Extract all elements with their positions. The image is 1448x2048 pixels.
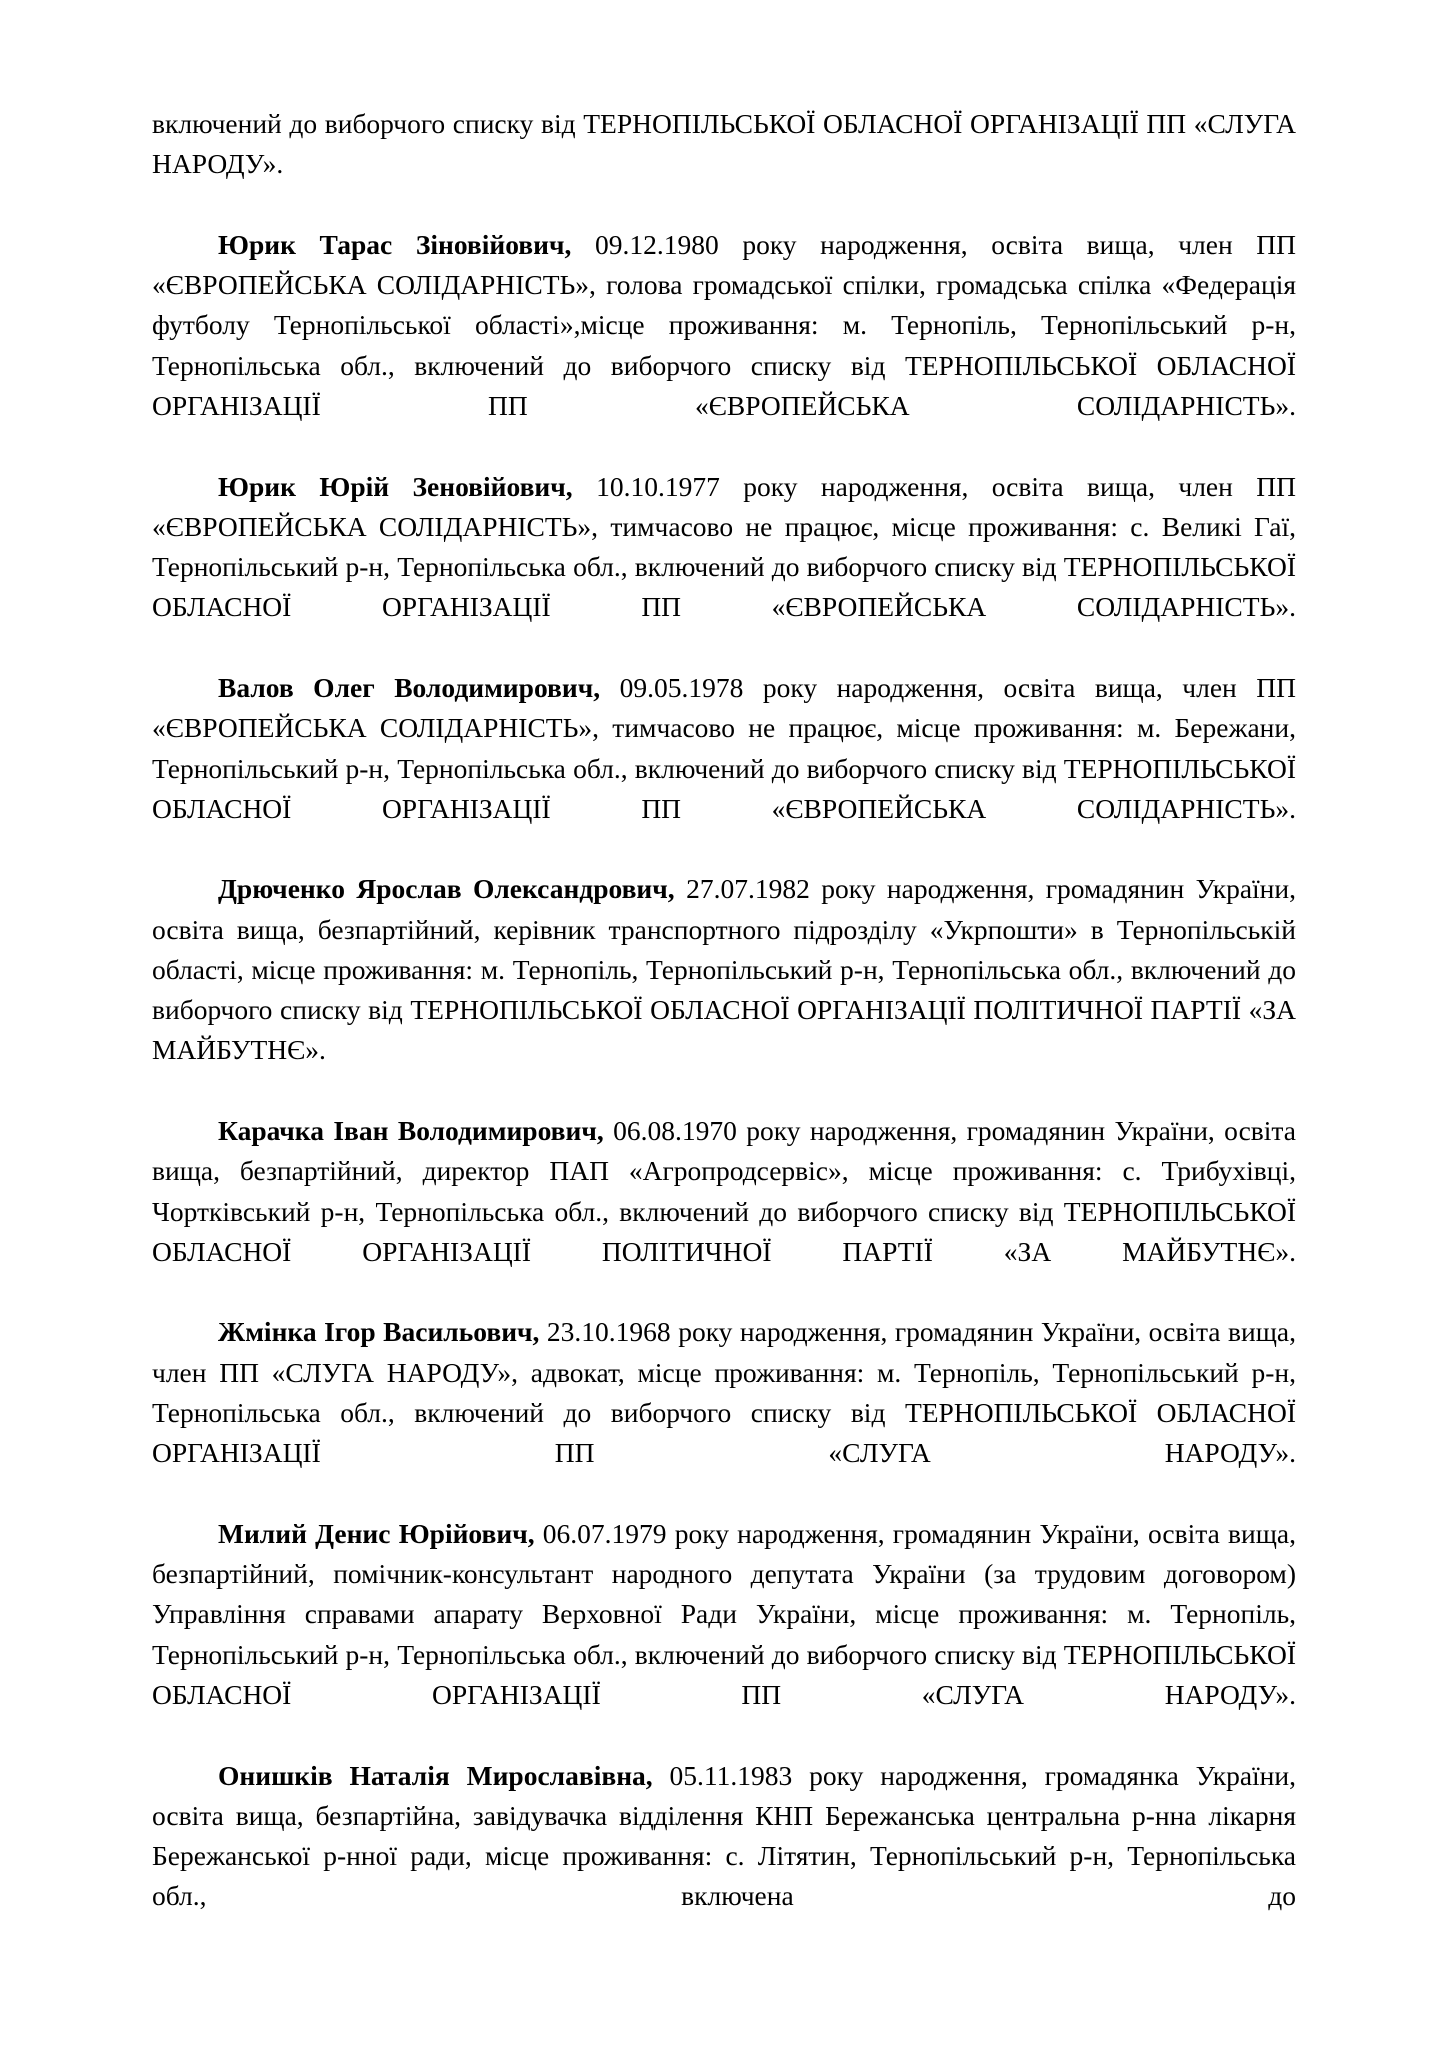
paragraph [152, 467, 1296, 668]
paragraph [152, 225, 1296, 467]
paragraph-text: 06.08.1970 року народження, громадянин України, освіта вища, безпартійний, директор ПАП «Агропродсервіс», місце проживання: с. Трибухівці, Чортківський р-н, Тернопільська обл., включений до виборчого списку від ТЕРНОПІЛЬСЬКОЇ ОБЛАСНОЇ ОРГАНІЗАЦІЇ ПОЛІТИЧНОЇ ПАРТІЇ «ЗА МАЙБУТНЄ». [152, 1115, 1296, 1267]
person-name: Карачка Іван Володимирович, [218, 1115, 604, 1147]
person-name: Жмінка Ігор Васильович, [218, 1316, 540, 1348]
paragraph [152, 104, 1296, 225]
paragraph-text: 09.05.1978 року народження, освіта вища, член ПП «ЄВРОПЕЙСЬКА СОЛІДАРНІСТЬ», тимчасово не працює, місце проживання: м. Бережани, Тернопільський р-н, Тернопільська обл., включений до виборчого списку від ТЕРНОПІЛЬСЬКОЇ ОБЛАСНОЇ ОРГАНІЗАЦІЇ ПП «ЄВРОПЕЙСЬКА СОЛІДАРНІСТЬ». [152, 671, 1296, 824]
document-body [152, 104, 1296, 1957]
paragraph-text: 10.10.1977 року народження, освіта вища, член ПП «ЄВРОПЕЙСЬКА СОЛІДАРНІСТЬ», тимчасово не працює, місце проживання: с. Великі Гаї, Тернопільський р-н, Тернопільська обл., включений до виборчого списку від ТЕРНОПІЛЬСЬКОЇ ОБЛАСНОЇ ОРГАНІЗАЦІЇ ПП «ЄВРОПЕЙСЬКА СОЛІДАРНІСТЬ». [152, 470, 1296, 623]
paragraph [152, 1514, 1296, 1756]
person-name: Дрюченко Ярослав Олександрович, [218, 873, 675, 905]
paragraph [152, 1312, 1296, 1513]
paragraph-text: 09.12.1980 року народження, освіта вища, член ПП «ЄВРОПЕЙСЬКА СОЛІДАРНІСТЬ», голова громадської спілки, громадська спілка «Федерація футболу Тернопільської області»,місце проживання: м. Тернопіль, Тернопільський р-н, Тернопільська обл., включений до виборчого списку від ТЕРНОПІЛЬСЬКОЇ ОБЛАСНОЇ ОРГАНІЗАЦІЇ ПП «ЄВРОПЕЙСЬКА СОЛІДАРНІСТЬ». [152, 228, 1297, 421]
person-name: Юрик Тарас Зіновійович, [218, 228, 572, 260]
paragraph-text: 27.07.1982 року народження, громадянин України, освіта вища, безпартійний, керівник транспортного підрозділу «Укрпошти» в Тернопільській області, місце проживання: м. Тернопіль, Тернопільський р-н, Тернопільська обл., включений до виборчого списку від ТЕРНОПІЛЬСЬКОЇ ОБЛАСНОЇ ОРГАНІЗАЦІЇ ПОЛІТИЧНОЇ ПАРТІЇ «ЗА МАЙБУТНЄ». [152, 873, 1296, 1066]
paragraph [152, 1111, 1296, 1312]
person-name: Юрик Юрій Зеновійович, [218, 470, 573, 502]
paragraph-text: 23.10.1968 року народження, громадянин України, освіта вища, член ПП «СЛУГА НАРОДУ», адвокат, місце проживання: м. Тернопіль, Тернопільський р-н, Тернопільська обл., включений до виборчого списку від ТЕРНОПІЛЬСЬКОЇ ОБЛАСНОЇ ОРГАНІЗАЦІЇ ПП «СЛУГА НАРОДУ». [152, 1316, 1296, 1469]
paragraph-text: 05.11.1983 року народження, громадянка України, освіта вища, безпартійна, завідувачка відділення КНП Бережанська центральна р-нна лікарня Бережанської р-нної ради, місце проживання: с. Літятин, Тернопільський р-н, Тернопільська обл., включена до [152, 1759, 1296, 1912]
paragraph [152, 869, 1296, 1111]
person-name: Милий Денис Юрійович, [218, 1517, 535, 1549]
person-name: Валов Олег Володимирович, [218, 671, 601, 703]
paragraph [152, 668, 1296, 869]
paragraph-text: включений до виборчого списку від ТЕРНОПІЛЬСЬКОЇ ОБЛАСНОЇ ОРГАНІЗАЦІЇ ПП «СЛУГА НАРОДУ». [152, 108, 1296, 180]
paragraph-text: 06.07.1979 року народження, громадянин України, освіта вища, безпартійний, помічник-консультант народного депутата України (за трудовим договором) Управління справами апарату Верховної Ради України, місце проживання: м. Тернопіль, Тернопільський р-н, Тернопільська обл., включений до виборчого списку від ТЕРНОПІЛЬСЬКОЇ ОБЛАСНОЇ ОРГАНІЗАЦІЇ ПП «СЛУГА НАРОДУ». [152, 1517, 1296, 1710]
paragraph [152, 1756, 1296, 1957]
person-name: Онишків Наталія Мирославівна, [218, 1759, 653, 1791]
